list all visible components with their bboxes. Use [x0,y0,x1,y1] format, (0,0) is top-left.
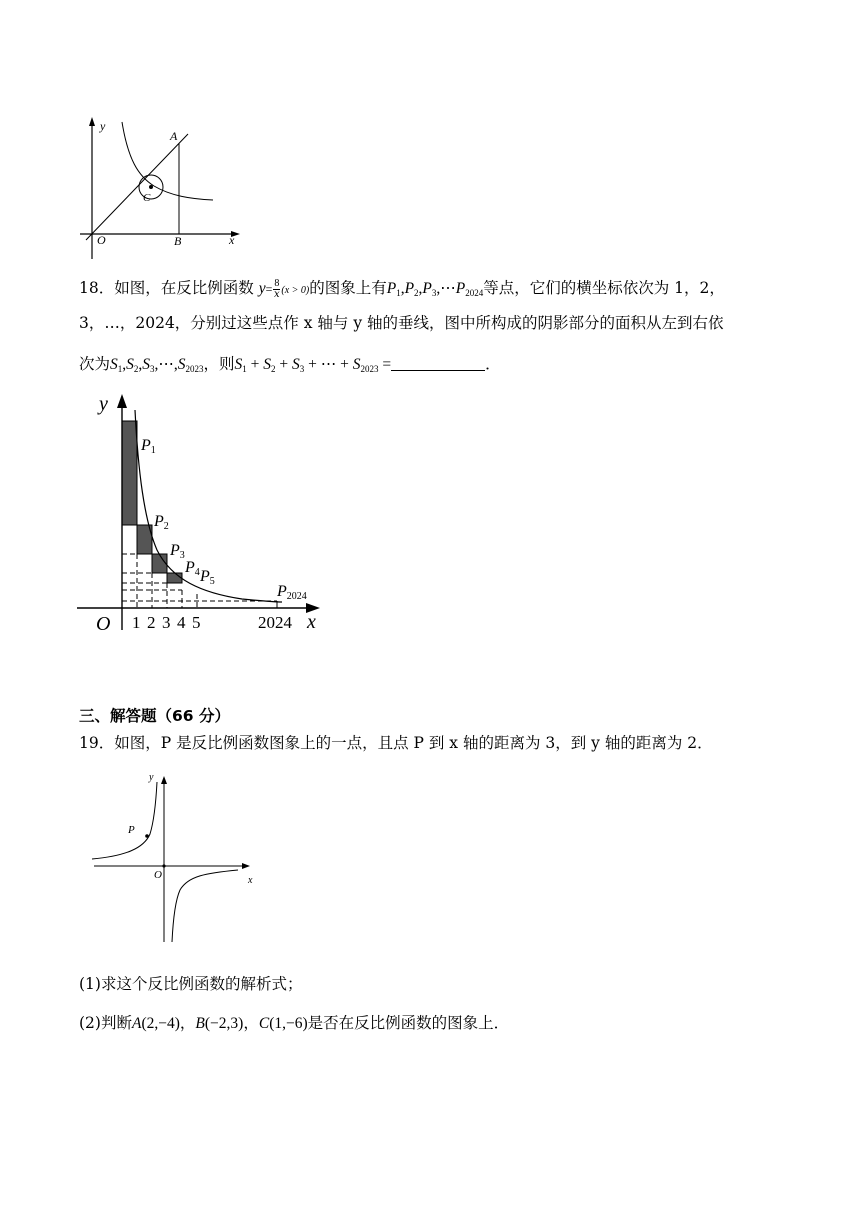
label-x: x [307,611,316,633]
center-c [149,185,153,189]
branch-lower-right [172,870,238,942]
point-b-name: B [195,1015,205,1032]
q18-line-1 [79,278,725,303]
tick-4: 4 [177,613,186,632]
line-oa [86,134,188,240]
label-p4: P4 [185,559,200,578]
y-axis-arrow [89,117,95,126]
label-o: O [96,613,111,635]
q18-s-sum: $S_1 + S_2 + S_3$ + ⋯ + $S_{2023}$ = [234,356,392,374]
q18-func-eq: = [265,282,273,296]
section-3-title: 三、解答题（66 分） [79,707,230,725]
label-y: y [149,772,154,783]
tick-2: 2 [147,613,156,632]
shaded-s3 [152,554,167,573]
tick-5: 5 [192,613,201,632]
label-c: C [143,192,151,204]
x-axis-arrow [242,863,250,869]
label-p3: P3 [170,542,185,561]
q18-number: 18． [79,279,115,297]
q18-frac-den: x [274,288,280,300]
y-axis-arrow [117,394,127,408]
label-o: O [97,233,106,247]
point-c-name: C [258,1015,270,1032]
label-p2: P2 [154,513,169,532]
tick-3: 3 [162,613,171,632]
q19-sub-1: (1)求这个反比例函数的解析式； [79,975,303,993]
q18-func-cond: (x > 0) [281,285,310,296]
shaded-s4 [167,573,182,583]
q18-text-1c: 等点，它们的横坐标依次为 1，2， [483,279,725,297]
label-a: A [170,129,178,143]
point-a-coord: (2,−4) [141,1015,180,1032]
sep-2: ， [243,1014,259,1032]
q18-points: $P_1,P_2,P_3,\cdots P_{2024}$ [386,280,484,298]
label-o: O [154,869,162,881]
label-b: B [174,234,182,248]
q18-end: ． [485,355,501,373]
q18-text-1b: 的图象上有 [309,279,387,297]
shaded-s1 [122,421,137,525]
q19-number: 19． [79,734,115,752]
q18-func-y: y [258,280,266,297]
point-a-name: A [131,1015,142,1032]
q19-sub2-a: (2)判断 [79,1014,132,1032]
label-x: x [229,233,235,247]
point-c-coord: (1,−6) [269,1015,308,1032]
origin-dot [162,864,165,867]
q18-text-3b: ，则 [203,355,235,373]
q19-sub-2 [79,1013,509,1034]
sep-1: ， [179,1014,196,1032]
figure-q19 [86,766,266,946]
q18-line-3 [79,354,501,379]
tick-2024: 2024 [258,613,292,632]
q18-frac-num: 8 [274,277,280,289]
q19-text: 如图，P 是反比例函数图象上的一点，且点 P 到 x 轴的距离为 3，到 y 轴的距离为 2． [114,734,713,752]
label-p1: P1 [141,437,156,456]
q19-sub2-b: 是否在反比例函数的图象上． [307,1014,510,1032]
tick-1: 1 [132,613,141,632]
point-p [145,834,149,838]
figure-q18 [72,390,332,640]
q18-answer-blank[interactable] [391,356,485,371]
label-p5: P5 [200,568,215,587]
label-y: y [100,119,106,133]
figure-q17 [76,114,248,264]
label-y: y [99,393,108,415]
q18-text-1a: 如图，在反比例函数 [114,279,254,297]
q18-text-3a: 次为 [79,355,111,373]
q18-fraction [273,279,280,300]
label-p: P [128,824,135,836]
label-p2024: P2024 [277,583,307,602]
branch-upper-left [92,782,157,859]
q18-line-2: 3，…，2024，分别过这些点作 x 轴与 y 轴的垂线，图中所构成的阴影部分的面积从左到右依 [79,314,724,332]
y-axis-arrow [161,776,167,784]
label-x: x [248,875,253,886]
point-b-coord: (−2,3) [204,1015,244,1032]
q19-line-1 [79,733,713,753]
q18-s-list: $S_1,S_2,S_3,\cdots,S_{2023}$ [110,356,204,374]
